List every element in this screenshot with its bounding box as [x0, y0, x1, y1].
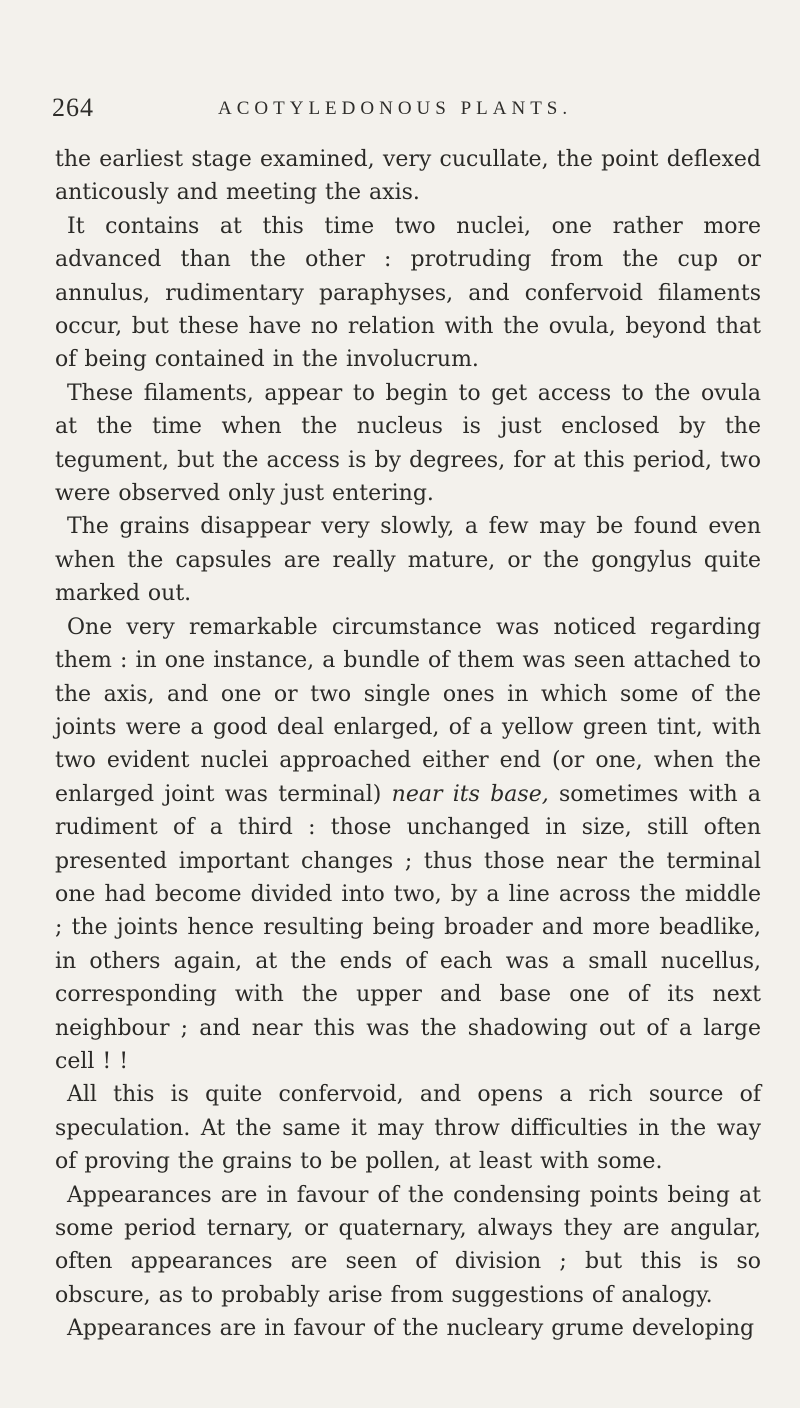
- paragraph-continuation: the earliest stage examined, very cucullate, the point deflexed anticously and meeting the axis.: [55, 147, 761, 206]
- paragraph-nuclei: It contains at this time two nuclei, one rather more advanced than the other : protruding from the cup or annulus, rudimentary paraphyses, and confervoid filaments occur, but these have no relation with the ovula, beyond that of being contained in the involucrum.: [55, 213, 761, 373]
- paragraph-text-before-italic: One very remarkable circumstance was noticed regarding them : in one instance, a bundle of them was seen attached to the axis, and one or two single ones in which some of the joints were a good deal enlarged, of a yellow green tint, with two evident nuclei approached either end (or one, when the enlarged joint was terminal): [55, 614, 761, 807]
- paragraph-grains: The grains disappear very slowly, a few may be found even when the capsules are really mature, or the gongylus quite marked out.: [55, 514, 761, 607]
- page-header: [0, 93, 800, 133]
- paragraph-filaments: These filaments, appear to begin to get access to the ovula at the time when the nucleus is just enclosed by the tegument, but the access is by degrees, for at this period, two were observed only just entering.: [55, 380, 761, 507]
- page-number: 264: [52, 93, 94, 122]
- running-head: ACOTYLEDONOUS PLANTS.: [218, 98, 573, 119]
- italic-phrase: near its base,: [391, 781, 549, 807]
- paragraph-condensing-points: Appearances are in favour of the condensing points being at some period ternary, or quaternary, always they are angular, often appearances are seen of division ; but this is so obscure, as to probably arise from suggestions of analogy.: [55, 1182, 761, 1308]
- paragraph-confervoid: All this is quite confervoid, and opens a rich source of speculation. At the same it may throw difficulties in the way of proving the grains to be pollen, at least with some.: [55, 1082, 761, 1175]
- paragraph-remarkable-circumstance: [55, 611, 761, 1079]
- paragraph-nucleary-grume: Appearances are in favour of the nucleary grume developing: [67, 1316, 755, 1342]
- paragraph-text-after-italic: sometimes with a rudiment of a third : those unchanged in size, still often presented important changes ; thus those near the terminal one had become divided into two, by a line across the middle ; the joints hence resulting being broader and more beadlike, in others again, at the ends of each was a small nucellus, corresponding with the upper and base one of its next neighbour ; and near this was the shadowing out of a large cell ! !: [55, 781, 761, 1074]
- body-text: [55, 143, 761, 1346]
